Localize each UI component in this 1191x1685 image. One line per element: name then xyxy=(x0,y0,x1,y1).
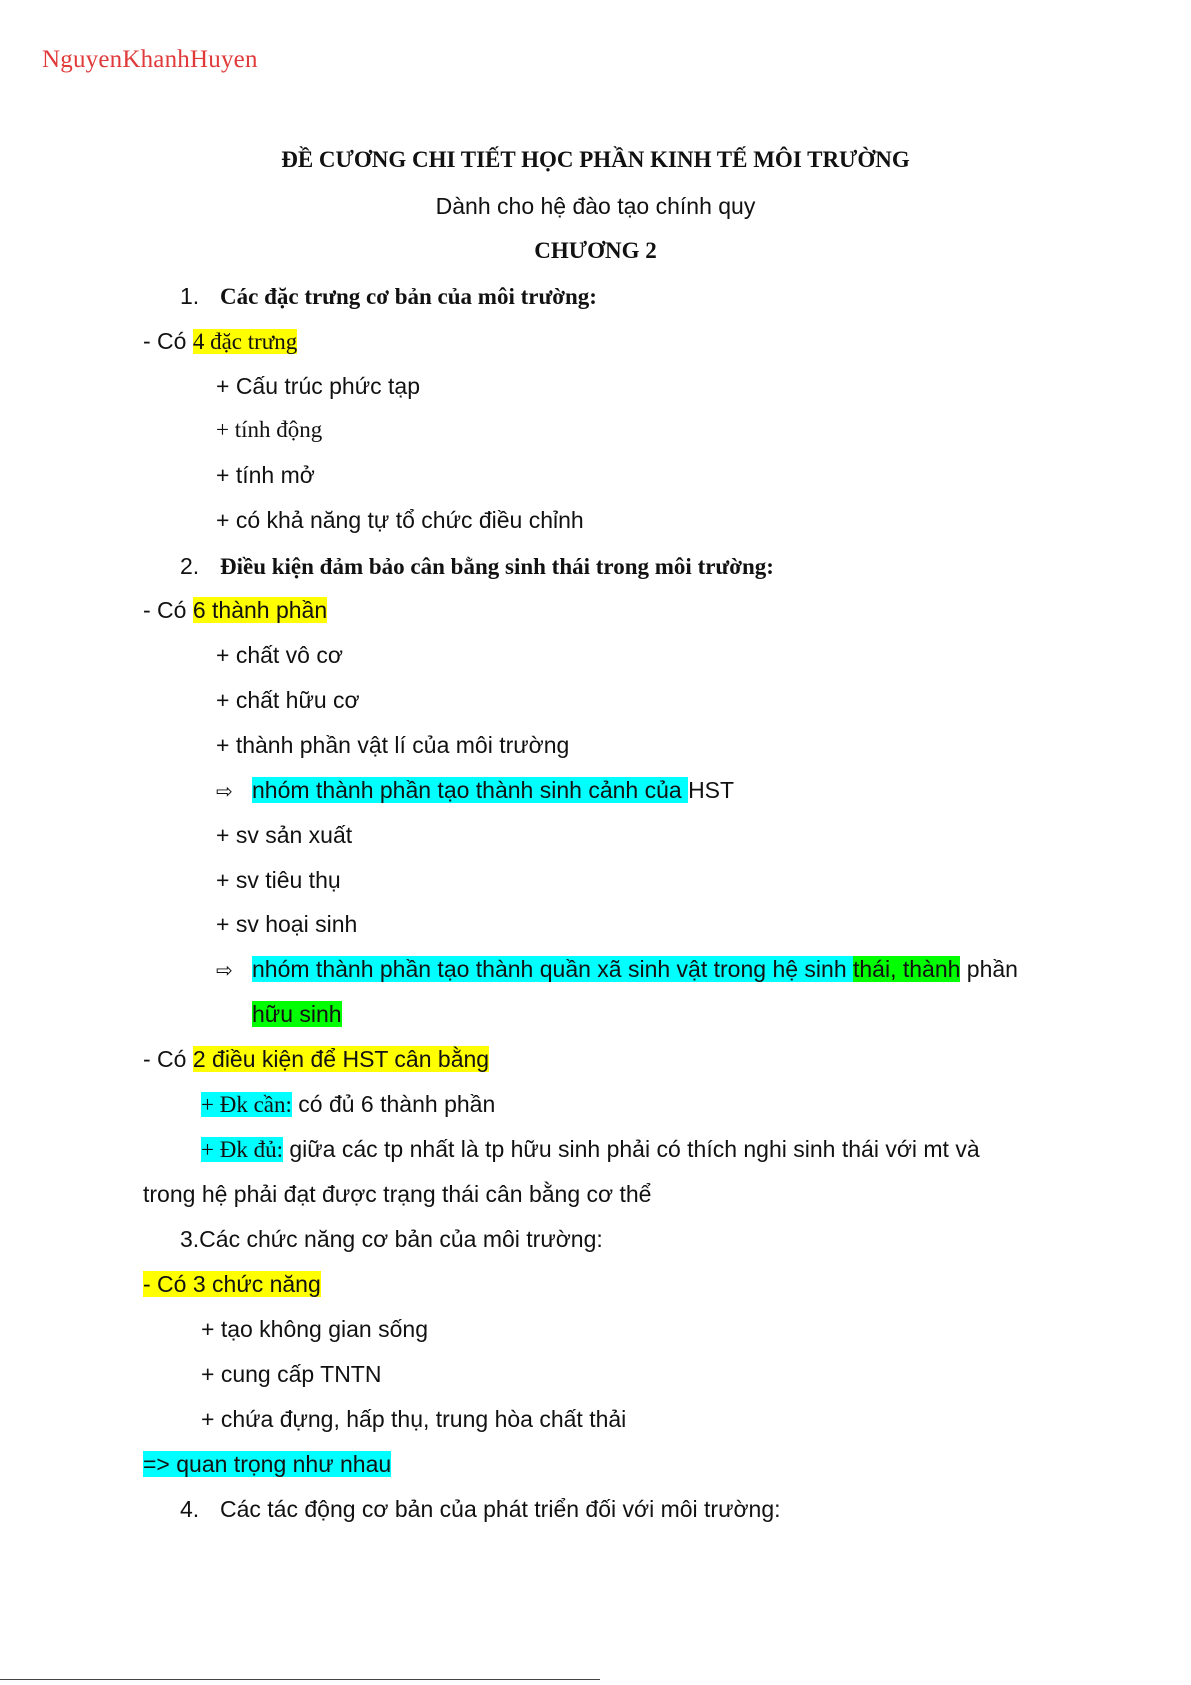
intro-prefix: - Có xyxy=(143,1046,193,1072)
arrow-right-icon: ⇨ xyxy=(216,960,233,982)
list-item: + sv hoại sinh xyxy=(216,911,358,937)
list-item: + chất vô cơ xyxy=(216,642,343,668)
section-title: Các đặc trưng cơ bản của môi trường: xyxy=(220,284,597,309)
list-item: + thành phần vật lí của môi trường xyxy=(216,732,570,758)
highlight-cyan: nhóm thành phần tạo thành sinh cảnh của xyxy=(252,777,689,803)
section-number: 1. xyxy=(180,283,200,309)
arrow-right-icon: ⇨ xyxy=(216,781,233,803)
highlight-cyan: => quan trọng như nhau xyxy=(143,1451,392,1477)
highlight-cyan: nhóm thành phần tạo thành quần xã sinh vật trong hệ sinh xyxy=(252,956,853,982)
highlight-cyan: + Đk đủ: xyxy=(201,1137,283,1162)
condition-sufficient xyxy=(201,1135,980,1164)
section-number: 2. xyxy=(180,553,200,579)
list-item: + sv sản xuất xyxy=(216,822,353,848)
section-2-heading xyxy=(180,552,774,581)
section-1-intro xyxy=(143,327,297,356)
condition-continuation: trong hệ phải đạt được trạng thái cân bằng cơ thể xyxy=(143,1181,652,1207)
author-watermark: NguyenKhanhHuyen xyxy=(42,46,258,73)
section-4-heading xyxy=(180,1495,781,1523)
section-3-heading: 3.Các chức năng cơ bản của môi trường: xyxy=(180,1226,603,1252)
list-item: + chứa đựng, hấp thụ, trung hòa chất thải xyxy=(201,1406,627,1432)
section-2-intro xyxy=(143,596,327,624)
footer-divider xyxy=(0,1679,600,1680)
condition-necessary xyxy=(201,1090,495,1119)
section-3-conclusion xyxy=(143,1450,391,1478)
list-item: + cung cấp TNTN xyxy=(201,1361,382,1387)
list-item: + tính mở xyxy=(216,462,315,488)
section-title: Điều kiện đảm bảo cân bằng sinh thái trong môi trường: xyxy=(220,554,774,579)
note-text: HST xyxy=(688,777,735,803)
intro-prefix: - Có xyxy=(143,597,193,623)
arrow-note xyxy=(216,955,1018,985)
section-1-heading xyxy=(180,282,597,311)
list-item: + tính động xyxy=(216,417,323,442)
list-item: + chất hữu cơ xyxy=(216,687,360,713)
highlight-yellow: - Có 3 chức năng xyxy=(143,1271,321,1297)
arrow-note xyxy=(216,776,734,806)
highlight-green: hữu sinh xyxy=(252,1001,342,1027)
list-item: + có khả năng tự tổ chức điều chỉnh xyxy=(216,507,584,533)
list-item: + Cấu trúc phức tạp xyxy=(216,373,420,399)
highlight-yellow: 4 đặc trưng xyxy=(192,329,298,354)
document-subtitle: Dành cho hệ đào tạo chính quy xyxy=(435,193,756,219)
intro-prefix: - Có xyxy=(143,328,193,354)
note-text: phần xyxy=(960,956,1018,982)
list-item: + tạo không gian sống xyxy=(201,1316,428,1342)
section-title: Các tác động cơ bản của phát triển đối với môi trường: xyxy=(220,1496,781,1522)
section-number: 4. xyxy=(180,1496,200,1522)
list-item: + sv tiêu thụ xyxy=(216,867,341,893)
arrow-note-continuation xyxy=(252,1000,342,1028)
highlight-yellow: 2 điều kiện để HST cân bằng xyxy=(192,1046,490,1072)
highlight-yellow: 6 thành phần xyxy=(192,597,328,623)
highlight-green: thái, thành xyxy=(853,956,961,982)
conditions-intro xyxy=(143,1045,489,1073)
document-title: ĐỀ CƯƠNG CHI TIẾT HỌC PHẦN KINH TẾ MÔI TRƯỜNG xyxy=(281,147,910,172)
condition-text: có đủ 6 thành phần xyxy=(291,1091,496,1117)
condition-text: giữa các tp nhất là tp hữu sinh phải có thích nghi sinh thái với mt và xyxy=(282,1136,980,1162)
highlight-cyan: + Đk cần: xyxy=(201,1092,292,1117)
section-3-intro xyxy=(143,1270,321,1298)
chapter-heading: CHƯƠNG 2 xyxy=(534,238,657,263)
